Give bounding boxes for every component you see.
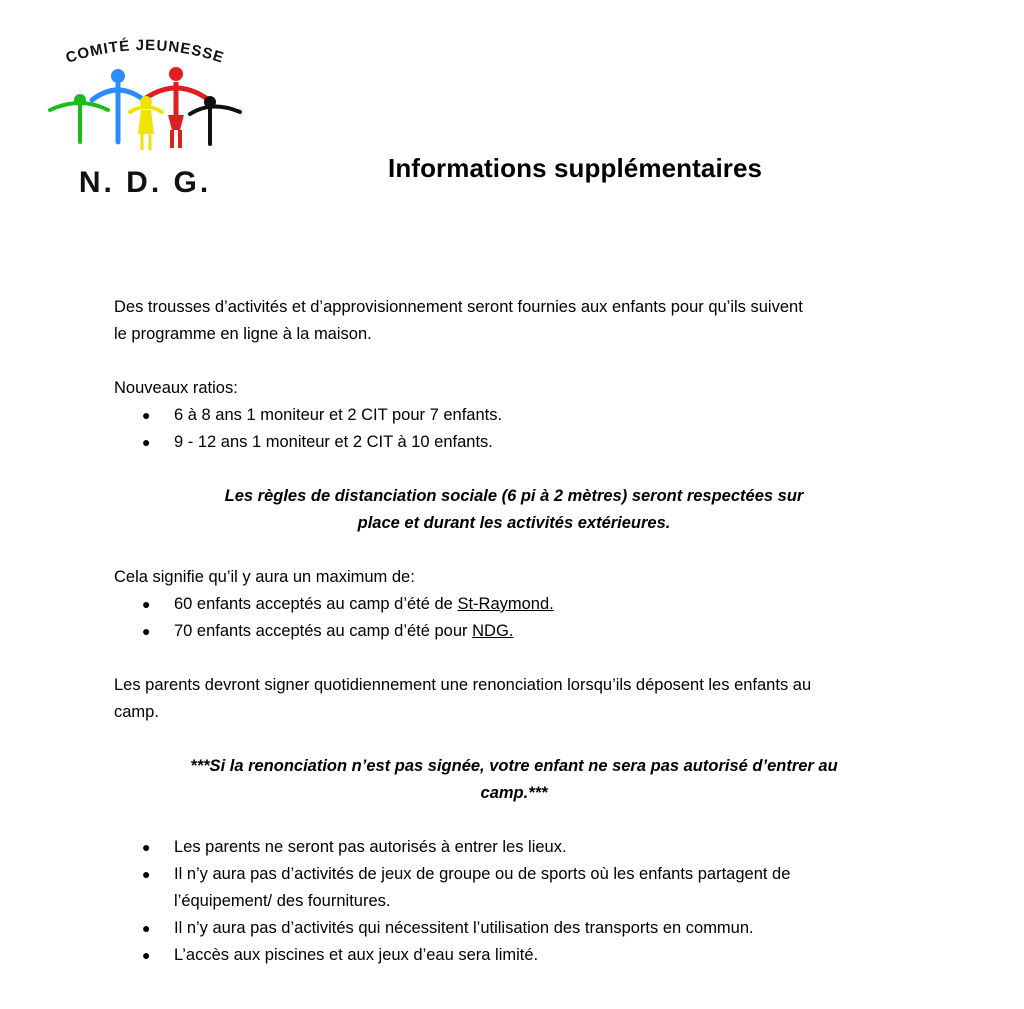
rules-list (114, 834, 914, 969)
warning-line-2: camp.*** (480, 784, 548, 802)
bullet-icon: ● (142, 623, 151, 639)
list-item (114, 618, 914, 645)
waiver-line-1: Les parents devront signer quotidiennement une renonciation lorsqu’ils déposent les enfants au (114, 676, 812, 694)
list-item (114, 834, 914, 861)
page-title: Informations supplémentaires (388, 153, 763, 183)
document-body (114, 294, 914, 969)
rule-item-text: Il n’y aura pas d’activités de jeux de groupe ou de sports où les enfants partagent de (174, 865, 791, 883)
maximum-item-text: 70 enfants acceptés au camp d’été pour (174, 622, 473, 640)
bullet-icon: ● (142, 947, 151, 963)
ratios-list (114, 402, 914, 456)
maximum-heading: Cela signifie qu’il y aura un maximum de: (114, 568, 415, 586)
distancing-line-2: place et durant les activités extérieures. (357, 514, 671, 532)
bullet-icon: ● (142, 866, 151, 882)
waiver-line-2: camp. (114, 703, 159, 721)
bullet-icon: ● (142, 434, 151, 450)
bullet-icon: ● (142, 407, 151, 423)
yellow-figure-icon (130, 96, 162, 150)
st-raymond-link[interactable]: St-Raymond. (457, 595, 554, 613)
rule-item-text: Les parents ne seront pas autorisés à entrer les lieux. (174, 838, 567, 856)
ratio-item-text: 6 à 8 ans 1 moniteur et 2 CIT pour 7 enfants. (174, 406, 503, 424)
rule-item-text-continued: l’équipement/ des fournitures. (174, 892, 391, 910)
green-figure-icon (50, 94, 108, 142)
rule-item-text: Il n’y aura pas d’activités qui nécessitent l’utilisation des transports en commun. (174, 919, 754, 937)
bullet-icon: ● (142, 920, 151, 936)
ratios-heading: Nouveaux ratios: (114, 379, 238, 397)
ndg-logo (40, 30, 250, 205)
list-item (114, 942, 914, 969)
logo-top-text: COMITÉ JEUNESSE (63, 36, 227, 67)
ratio-item-text: 9 - 12 ans 1 moniteur et 2 CIT à 10 enfants. (174, 433, 493, 451)
black-figure-icon (190, 96, 240, 144)
bullet-icon: ● (142, 839, 151, 855)
warning-line-1: ***Si la renonciation n’est pas signée, votre enfant ne sera pas autorisé d’entrer au (190, 757, 838, 775)
intro-line-2: le programme en ligne à la maison. (114, 325, 372, 343)
bullet-icon: ● (142, 596, 151, 612)
maximum-list (114, 591, 914, 645)
ndg-link[interactable]: NDG. (472, 622, 514, 640)
intro-line-1: Des trousses d’activités et d’approvisionnement seront fournies aux enfants pour qu’ils suivent (114, 298, 803, 316)
rule-item-text: L’accès aux piscines et aux jeux d’eau sera limité. (174, 946, 539, 964)
list-item (114, 591, 914, 618)
logo-bottom-text: N. D. G. (78, 166, 212, 199)
list-item (114, 915, 914, 942)
list-item (114, 429, 914, 456)
maximum-item-text: 60 enfants acceptés au camp d’été de (174, 595, 458, 613)
distancing-line-1: Les règles de distanciation sociale (6 pi à 2 mètres) seront respectées sur (224, 487, 804, 505)
list-item (114, 402, 914, 429)
list-item (114, 861, 914, 915)
